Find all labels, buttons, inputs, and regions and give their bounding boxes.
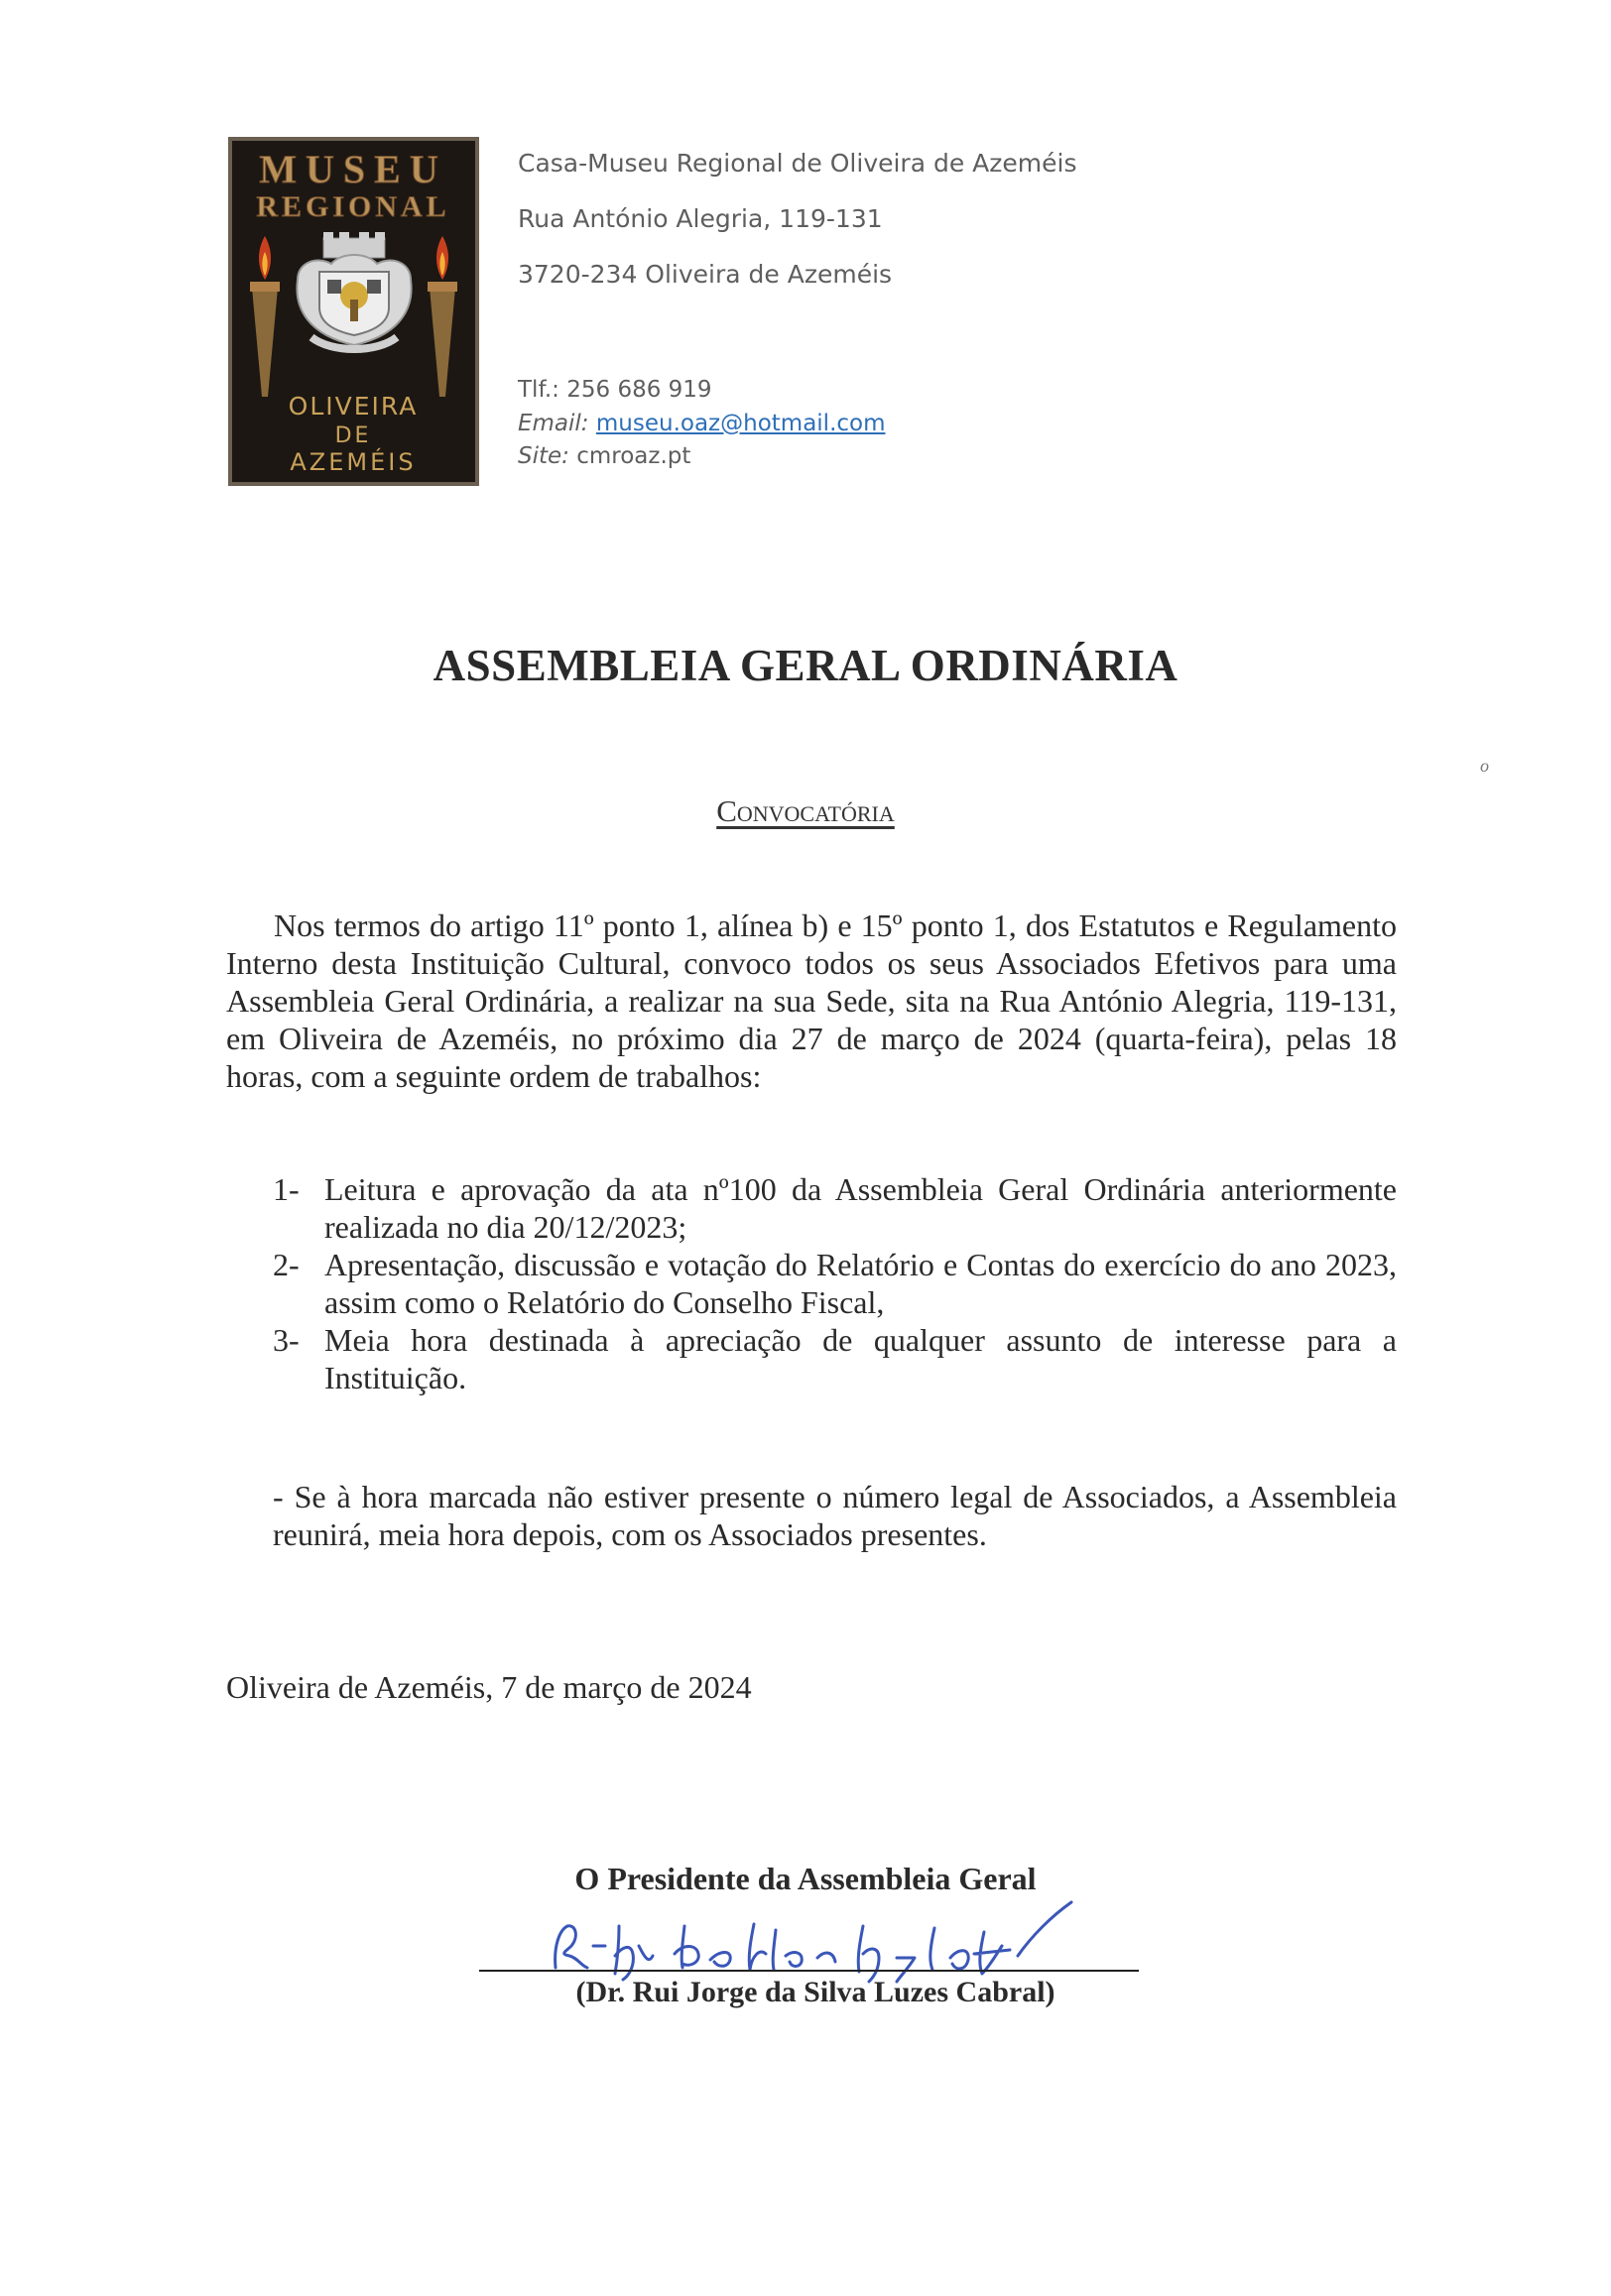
- email-line: [518, 411, 886, 436]
- agenda-item: [273, 1321, 1397, 1396]
- torch-left-icon: [250, 236, 280, 397]
- agenda-item-text: Apresentação, discussão e votação do Relatório e Contas do exercício do ano 2023, assim como o Relatório do Conselho Fiscal,: [324, 1247, 1397, 1320]
- intro-text: Nos termos do artigo 11º ponto 1, alínea b) e 15º ponto 1, dos Estatutos e Regulamento Interno desta Instituição Cultural, convoco todos os seus Associados Efetivos para uma Assembleia Geral Ordinária, a realizar na sua Sede, sita na Rua António Alegria, 119-131, em Oliveira de Azeméis, no próximo dia 27 de março de 2024 (quarta-feira), pelas 18 horas, com a seguinte ordem de trabalhos:: [226, 907, 1397, 1094]
- signature-line: [479, 1970, 1139, 1972]
- agenda-item-text: Meia hora destinada à apreciação de qualquer assunto de interesse para a Instituição.: [324, 1322, 1397, 1395]
- logo-line-5: AZEMÉIS: [290, 448, 417, 476]
- email-label: Email:: [518, 411, 589, 436]
- agenda-item-text: Leitura e aprovação da ata nº100 da Assembleia Geral Ordinária anteriormente realizada no dia 20/12/2023;: [324, 1171, 1397, 1245]
- agenda-item: [273, 1170, 1397, 1246]
- stray-mark: o: [1480, 756, 1489, 776]
- site-value: cmroaz.pt: [576, 443, 691, 469]
- site-label: Site:: [518, 443, 569, 469]
- institution-name: Casa-Museu Regional de Oliveira de Azeméis: [518, 149, 1077, 178]
- page-subtitle: Convocatória: [716, 793, 895, 828]
- agenda-item-number: 3-: [273, 1322, 300, 1358]
- logo-line-2: REGIONAL: [256, 190, 450, 223]
- signatory-name: (Dr. Rui Jorge da Silva Luzes Cabral): [575, 1976, 1055, 2008]
- agenda-item: [273, 1246, 1397, 1321]
- coat-of-arms-icon: [297, 232, 411, 349]
- torch-right-icon: [428, 236, 457, 397]
- agenda-item-number: 1-: [273, 1171, 300, 1207]
- phone-number: Tlf.: 256 686 919: [518, 377, 712, 403]
- intro-paragraph: [226, 906, 1397, 1095]
- email-link[interactable]: museu.oaz@hotmail.com: [595, 411, 886, 436]
- logo-line-1: MUSEU: [259, 147, 447, 191]
- site-line: [518, 443, 690, 469]
- signatory-title: O Presidente da Assembleia Geral: [574, 1861, 1037, 1896]
- page-title: ASSEMBLEIA GERAL ORDINÁRIA: [433, 641, 1178, 690]
- agenda-list: [273, 1170, 1397, 1396]
- postal-address: 3720-234 Oliveira de Azeméis: [518, 260, 893, 289]
- museum-logo: [228, 137, 479, 486]
- agenda-item-number: 2-: [273, 1247, 300, 1282]
- quorum-note: - Se à hora marcada não estiver presente o número legal de Associados, a Assembleia reunirá, meia hora depois, com os Associados presentes.: [273, 1479, 1397, 1552]
- date-line: Oliveira de Azeméis, 7 de março de 2024: [226, 1669, 752, 1705]
- logo-line-3: OLIVEIRA: [288, 392, 419, 421]
- street-address: Rua António Alegria, 119-131: [518, 204, 883, 233]
- logo-line-4: DE: [334, 423, 372, 448]
